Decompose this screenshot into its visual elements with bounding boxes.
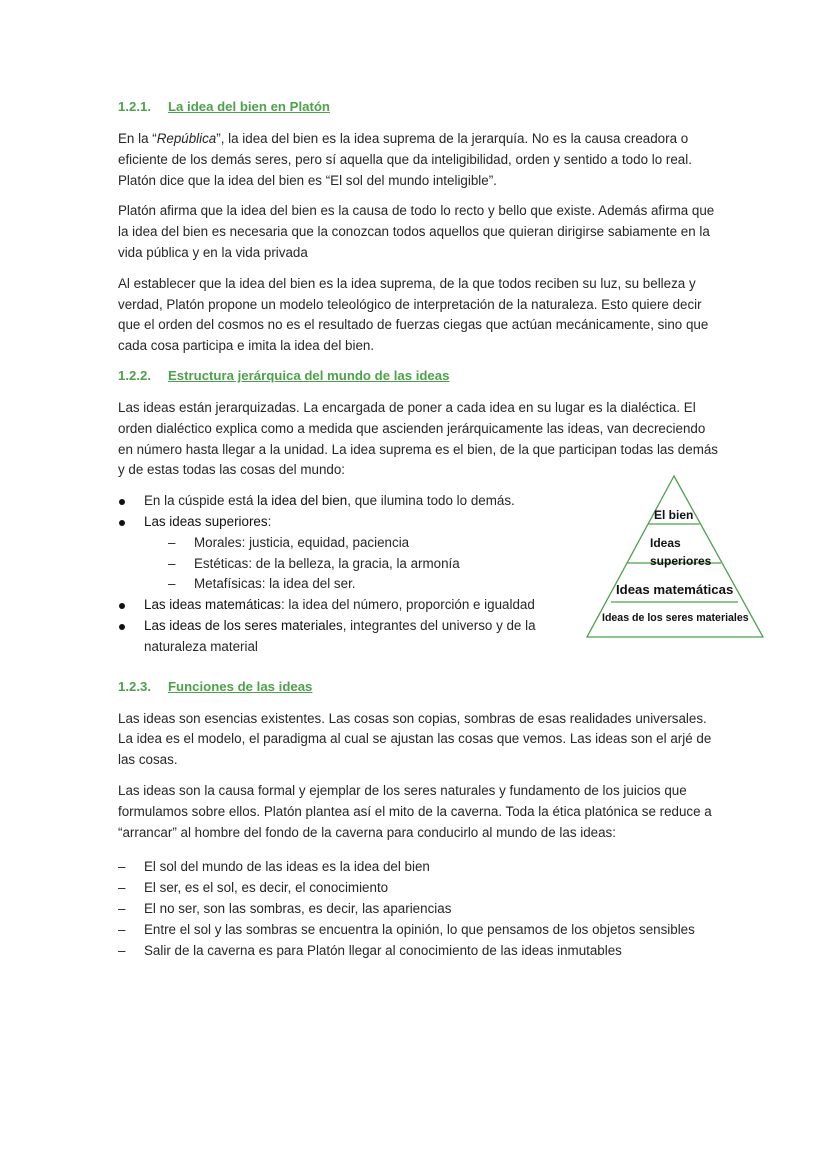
section-title: Estructura jerárquica del mundo de las ideas bbox=[168, 367, 450, 383]
bullet-icon bbox=[119, 603, 125, 609]
section-number: 1.2.1. bbox=[118, 99, 151, 114]
list-item bbox=[118, 919, 718, 940]
dash-icon: – bbox=[168, 534, 176, 550]
pyramid-level-material: Ideas de los seres materiales bbox=[602, 612, 749, 624]
section-title: La idea del bien en Platón bbox=[168, 99, 330, 114]
highlight-text: Las ideas de los seres materiales bbox=[144, 617, 343, 633]
section-heading-2 bbox=[118, 365, 718, 387]
dash-icon: – bbox=[118, 880, 126, 896]
section-title: Funciones de las ideas bbox=[168, 678, 313, 694]
ideas-pyramid-diagram bbox=[585, 474, 765, 640]
text-run: El no ser, son las sombras, es decir, las apariencias bbox=[144, 901, 452, 917]
dash-icon: – bbox=[168, 576, 176, 592]
highlight-text: Las ideas superiores bbox=[144, 513, 268, 529]
text-run: Morales: justicia, equidad, paciencia bbox=[194, 534, 410, 550]
text-run: En la “ bbox=[118, 131, 157, 146]
dash-icon: – bbox=[168, 555, 176, 571]
cave-list bbox=[118, 856, 718, 961]
paragraph: Las ideas son esencias existentes. Las cosas son copias, sombras de esas realidades universales. La idea es el modelo, el paradigma al cual se ajustan las cosas que vemos. Las ideas son el arjé de las cosas. bbox=[118, 710, 712, 768]
paragraph: Las ideas son la causa formal y ejemplar de los seres naturales y fundamento de los juicios que formulamos sobre ellos. Platón plantea así el mito de la caverna. Toda la ética platónica se reduce a “arrancar” al hombre del fondo de la caverna para conducirlo al mundo de las ideas: bbox=[118, 782, 712, 840]
text-run: El ser, es el sol, es decir, el conocimiento bbox=[144, 880, 389, 896]
dash-icon: – bbox=[118, 922, 126, 938]
list-item bbox=[118, 877, 718, 898]
section-number: 1.2.3. bbox=[118, 678, 151, 694]
bullet-icon bbox=[119, 520, 125, 526]
text-run: : la idea del número, proporción e igualdad bbox=[280, 597, 535, 613]
section-number: 1.2.2. bbox=[118, 367, 151, 383]
section-heading-1 bbox=[118, 96, 718, 118]
list-item bbox=[118, 856, 718, 877]
text-run: En la cúspide está bbox=[144, 493, 258, 509]
highlight-text: Las ideas matemáticas bbox=[144, 597, 281, 613]
list-item bbox=[118, 898, 718, 919]
text-run: Estéticas: de la belleza, la gracia, la armonía bbox=[194, 555, 460, 571]
dash-icon: – bbox=[118, 859, 126, 875]
hierarchy-list-continued bbox=[118, 595, 588, 657]
text-run: Salir de la caverna es para Platón llegar al conocimiento de las ideas inmutables bbox=[144, 943, 622, 959]
list-item bbox=[118, 595, 588, 616]
pyramid-level-superior-1: Ideas bbox=[650, 536, 681, 550]
list-item bbox=[118, 491, 588, 512]
highlight-text: la idea del bien bbox=[257, 493, 348, 509]
pyramid-level-math: Ideas matemáticas bbox=[616, 582, 734, 597]
list-item bbox=[118, 512, 588, 533]
text-run: : bbox=[267, 513, 272, 529]
pyramid-level-superior-2: superiores bbox=[650, 554, 712, 568]
list-item bbox=[118, 616, 588, 658]
list-item bbox=[118, 940, 718, 961]
text-run: , integrantes del universo y de la naturaleza material bbox=[144, 617, 536, 654]
bullet-icon bbox=[119, 624, 125, 630]
paragraph bbox=[118, 129, 718, 191]
text-run: Metafísicas: la idea del ser. bbox=[194, 576, 356, 592]
text-run: , que ilumina todo lo demás. bbox=[347, 493, 515, 509]
emphasis-text: República bbox=[156, 131, 217, 146]
text-run: Entre el sol y las sombras se encuentra la opinión, lo que pensamos de los objetos sensibles bbox=[144, 922, 695, 938]
section-heading-3 bbox=[118, 676, 718, 698]
hierarchy-list bbox=[118, 491, 588, 533]
paragraph: Las ideas están jerarquizadas. La encargada de poner a cada idea en su lugar es la dialéctica. El orden dialéctico explica como a medida que ascienden jerárquicamente las ideas, van decreciendo en número hasta llegar a la unidad. La idea suprema es el bien, de la que participan todas las demás y de estas todas las cosas del mundo: bbox=[118, 399, 718, 478]
text-run: ”, la idea del bien es la idea suprema de la jerarquía. No es la causa creadora o eficiente de los demás seres, pero sí aquella que da inteligibilidad, orden y sentido a todo lo real. Platón dice que la idea del bien es “El sol del mundo inteligible”. bbox=[118, 131, 692, 188]
dash-icon: – bbox=[118, 943, 126, 959]
dash-icon: – bbox=[118, 901, 126, 917]
bullet-icon bbox=[119, 499, 125, 505]
paragraph: Al establecer que la idea del bien es la idea suprema, de la que todos reciben su luz, su belleza y verdad, Platón propone un modelo teleológico de interpretación de la naturaleza. Esto quiere decir que el orden del cosmos no es el resultado de fuerzas ciegas que actúan mecánicamente, sino que cada cosa participa e imita la idea del bien. bbox=[118, 275, 709, 354]
text-run: El sol del mundo de las ideas es la idea del bien bbox=[144, 859, 430, 875]
paragraph: Platón afirma que la idea del bien es la causa de todo lo recto y bello que existe. Además afirma que la idea del bien es necesaria que la conozcan todos aquellos que quieran dirigirse sabiamente en la vida pública y en la vida privada bbox=[118, 203, 715, 260]
pyramid-level-good: El bien bbox=[654, 508, 694, 522]
